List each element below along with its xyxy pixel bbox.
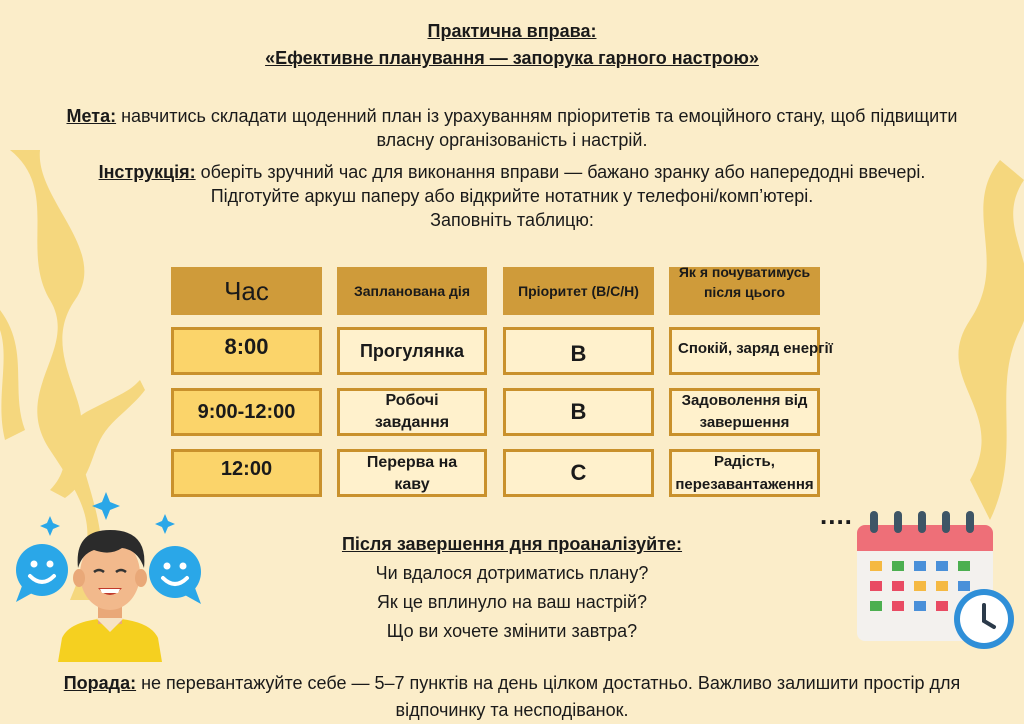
row-2-action: Робочі завдання <box>337 388 487 436</box>
instruction-label: Інструкція: <box>98 162 196 182</box>
title-line-2: «Ефективне планування — запорука гарного настрою» <box>265 48 759 68</box>
row-2-feeling: Задоволення від завершення <box>669 388 820 436</box>
header-time: Час <box>171 267 322 315</box>
header-feeling: Як я почуватимусь після цього <box>669 248 820 315</box>
row-1-action: Прогулянка <box>337 327 487 375</box>
instruction-text-2: Підготуйте аркуш паперу або відкрийте нотатник у телефоні/комп’ютері. <box>210 186 814 206</box>
tip-paragraph <box>0 670 1024 724</box>
header-priority: Пріоритет (В/С/Н) <box>503 267 654 315</box>
tip-text-2: відпочинку та несподіванок. <box>395 700 629 720</box>
instruction-text-3: Заповніть таблицю: <box>430 210 594 230</box>
row-1-time: 8:00 <box>171 327 322 375</box>
clock-icon <box>954 589 1014 649</box>
exercise-title <box>0 18 1024 72</box>
instruction-text-1: оберіть зручний час для виконання вправи — бажано зранку або напередодні ввечері. <box>195 162 926 182</box>
analysis-question-2: Як це вплинуло на ваш настрій? <box>376 592 648 612</box>
row-2-priority: В <box>503 388 654 436</box>
calendar-clock-illustration <box>852 505 1024 653</box>
smiley-bubble-left-icon <box>16 544 68 602</box>
person-icon <box>58 530 162 662</box>
row-2-time: 9:00-12:00 <box>171 388 322 436</box>
left-bottom-swirl-decoration <box>40 380 150 500</box>
row-3-action: Перерва на каву <box>337 449 487 497</box>
instruction-paragraph <box>0 160 1024 232</box>
row-3-feeling: Радість, перезавантаження <box>669 449 820 497</box>
ellipsis: .... <box>820 500 853 530</box>
tip-label: Порада: <box>63 673 137 693</box>
row-3-priority: С <box>503 449 654 497</box>
smiley-bubble-right-icon <box>149 546 201 604</box>
row-1-feeling: Спокій, заряд енергії <box>669 327 820 375</box>
goal-text-1: навчитись складати щоденний план із урахуванням пріоритетів та емоційного стану, щоб підвищити <box>116 106 958 126</box>
row-3-time: 12:00 <box>171 449 322 497</box>
analysis-heading: Після завершення дня проаналізуйте: <box>341 534 683 554</box>
analysis-question-3: Що ви хочете змінити завтра? <box>386 621 638 641</box>
analysis-question-1: Чи вдалося дотриматись плану? <box>375 563 649 583</box>
tip-text-1: не перевантажуйте себе — 5–7 пунктів на день цілком достатньо. Важливо залишити простір для <box>136 673 961 693</box>
sparkle-icon <box>40 492 175 536</box>
goal-label: Мета: <box>66 106 117 126</box>
title-line-1: Практична вправа: <box>427 21 597 41</box>
header-planned-action: Запланована дія <box>337 267 487 315</box>
goal-paragraph <box>0 104 1024 152</box>
happy-person-illustration <box>10 490 205 662</box>
goal-text-2: власну організованість і настрій. <box>376 130 648 150</box>
row-1-priority: В <box>503 327 654 375</box>
